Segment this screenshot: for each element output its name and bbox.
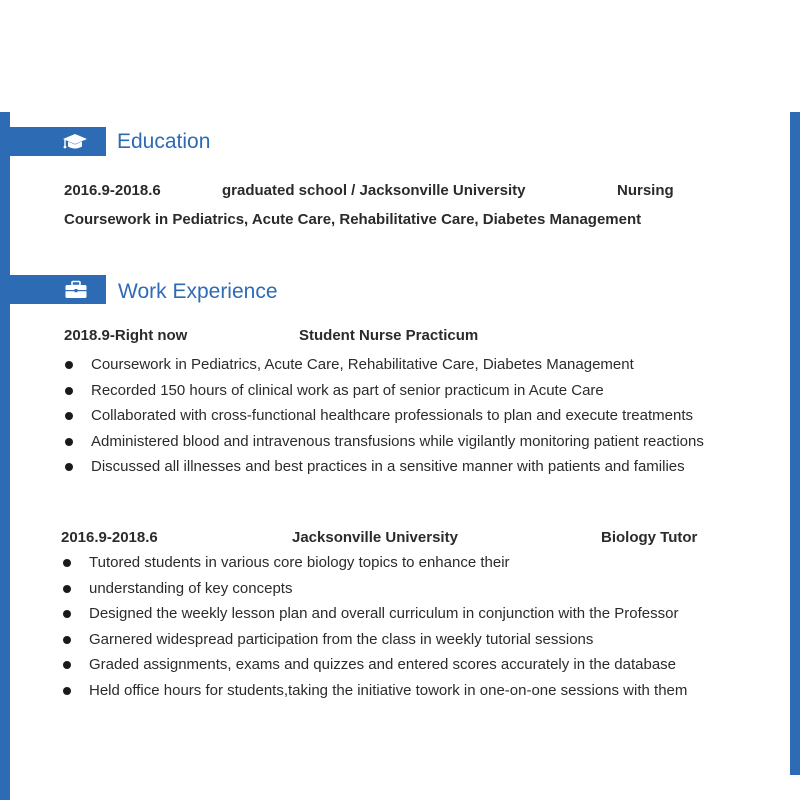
list-item: Collaborated with cross-functional healthcare professionals to plan and execute treatments xyxy=(63,403,731,429)
work-title: Work Experience xyxy=(118,280,278,303)
education-period: 2016.9-2018.6 xyxy=(64,182,161,199)
job-1-period: 2018.9-Right now xyxy=(64,327,188,344)
work-header-bar xyxy=(0,275,106,304)
job-2-company: Jacksonville University xyxy=(292,529,458,546)
job-1-position: Student Nurse Practicum xyxy=(299,327,479,344)
list-item: Discussed all illnesses and best practices in a sensitive manner with patients and families xyxy=(63,454,731,480)
list-item: Graded assignments, exams and quizzes and entered scores accurately in the database xyxy=(61,652,729,678)
education-school: graduated school / Jacksonville University xyxy=(222,182,526,199)
job-2-period: 2016.9-2018.6 xyxy=(61,529,158,546)
graduation-cap-icon xyxy=(62,132,88,152)
briefcase-icon xyxy=(64,280,88,300)
list-item: Garnered widespread participation from the class in weekly tutorial sessions xyxy=(61,627,729,653)
job-2-bullet-list xyxy=(61,550,729,703)
education-title: Education xyxy=(117,130,211,153)
education-header-bar xyxy=(0,127,106,156)
list-item: Designed the weekly lesson plan and overall curriculum in conjunction with the Professor xyxy=(61,601,729,627)
education-major: Nursing xyxy=(617,182,674,199)
right-accent-border xyxy=(790,112,800,775)
list-item: Held office hours for students,taking the initiative towork in one-on-one sessions with them xyxy=(61,678,729,704)
list-item: Administered blood and intravenous transfusions while vigilantly monitoring patient reactions xyxy=(63,429,731,455)
education-coursework: Coursework in Pediatrics, Acute Care, Rehabilitative Care, Diabetes Management xyxy=(64,211,642,228)
list-item: Recorded 150 hours of clinical work as part of senior practicum in Acute Care xyxy=(63,378,731,404)
job-2-position: Biology Tutor xyxy=(601,529,698,546)
left-accent-border xyxy=(0,112,10,800)
list-item: Tutored students in various core biology topics to enhance their xyxy=(61,550,729,576)
list-item: Coursework in Pediatrics, Acute Care, Rehabilitative Care, Diabetes Management xyxy=(63,352,731,378)
job-1-bullet-list xyxy=(63,352,731,480)
list-item: understanding of key concepts xyxy=(61,576,729,602)
